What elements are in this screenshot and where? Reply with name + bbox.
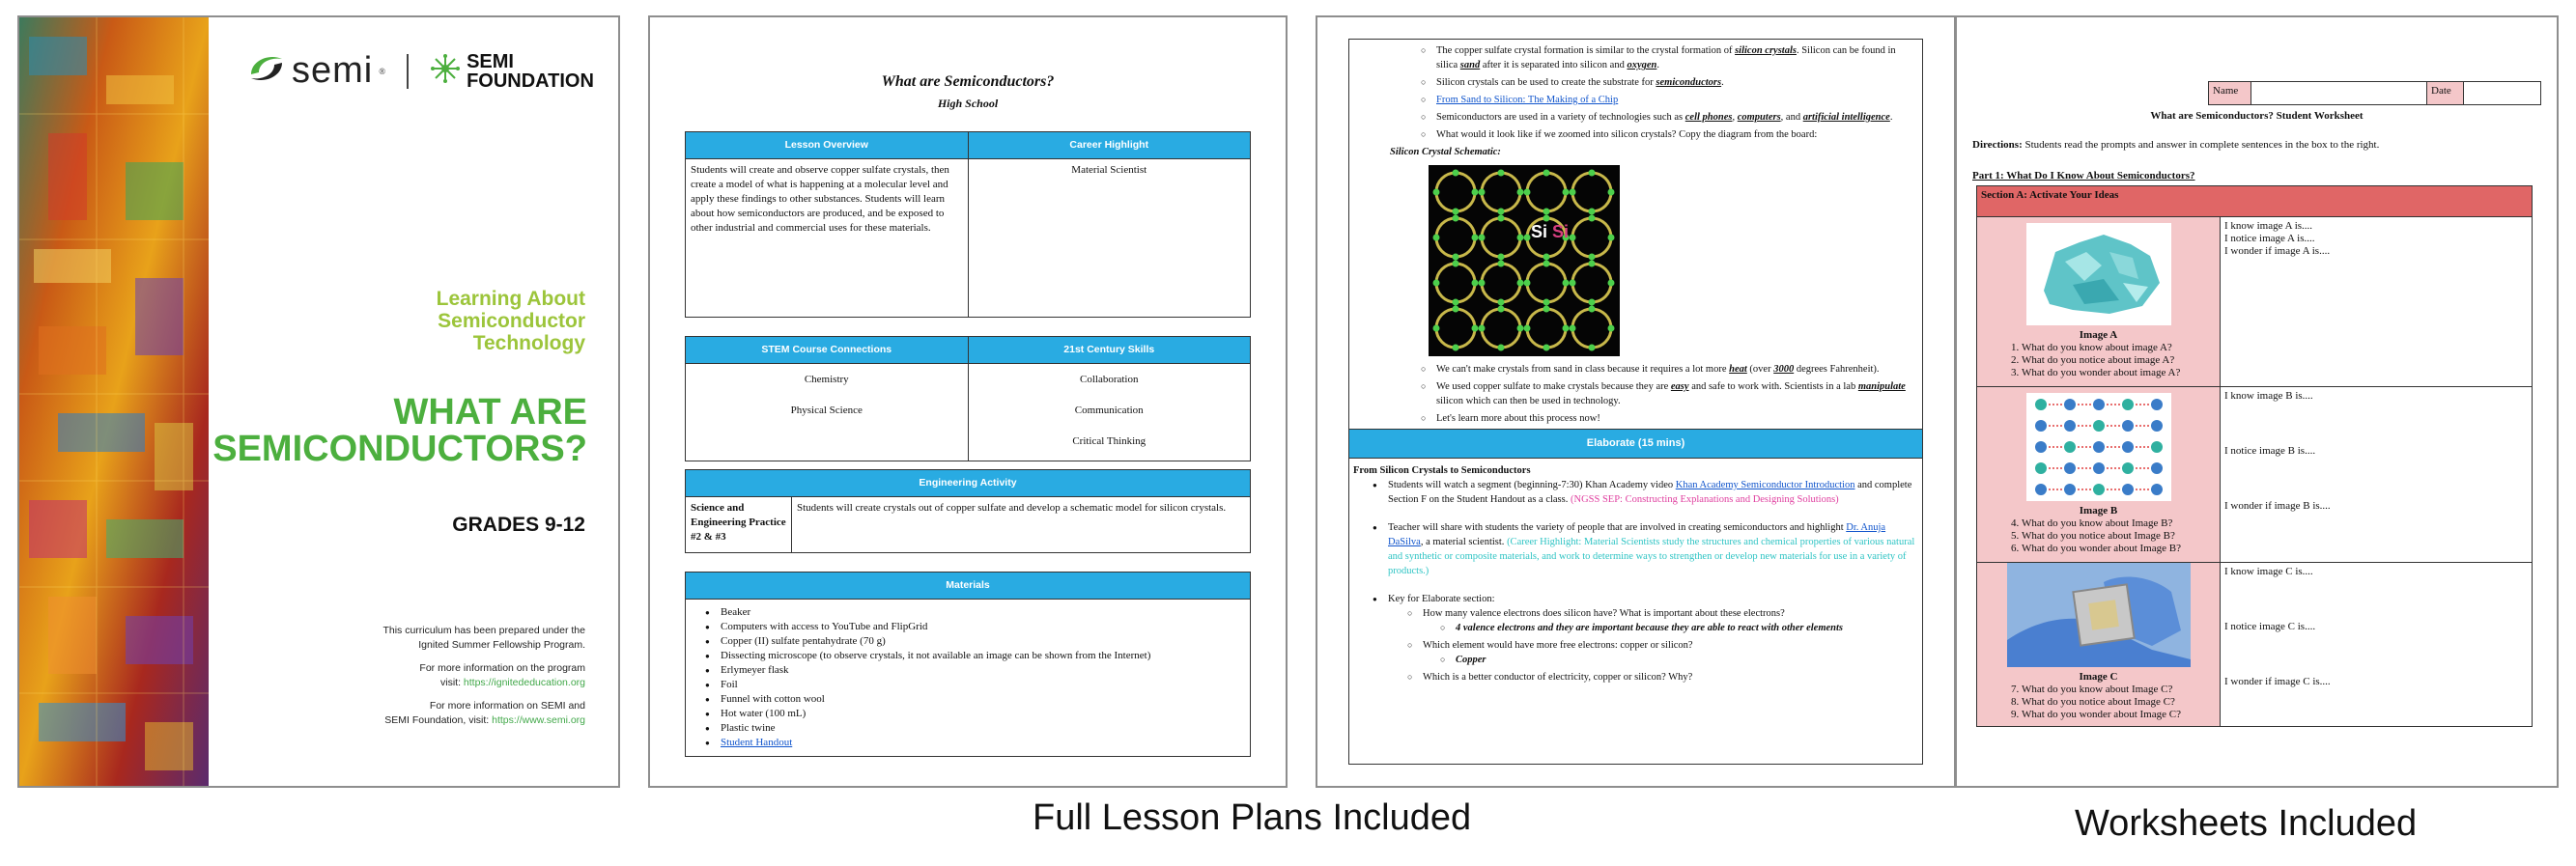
bullet-substrate: ○ Silicon crystals can be used to create the substrate for semiconductors.	[1421, 75, 1912, 90]
trademark-mark: ®	[379, 66, 386, 76]
atom-dot	[2035, 420, 2047, 432]
skills-header: 21st Century Skills	[968, 337, 1251, 364]
semi-logo	[247, 50, 385, 92]
lesson-plan-page	[648, 15, 1288, 788]
section-a-heading: Section A: Activate Your Ideas	[1977, 186, 2533, 217]
answer-prompt: I notice image B is....	[2224, 445, 2316, 457]
electron-dot	[1608, 325, 1615, 332]
section-a-table	[1976, 185, 2533, 727]
cover-title	[201, 394, 587, 467]
semi-info-line1: For more information on SEMI and	[429, 700, 585, 712]
electron-dot	[1589, 170, 1596, 177]
question-item: 5. What do you notice about Image B?	[2022, 530, 2216, 543]
anuja-dasilva-link[interactable]: Dr. Anuja DaSilva	[1388, 522, 1886, 547]
bullet-video-link	[1421, 93, 1912, 107]
lattice-ring	[1436, 264, 1475, 302]
title-line2: SEMICONDUCTORS?	[212, 429, 587, 469]
electron-dot	[1433, 189, 1440, 196]
bullet-learn-more: ○ Let's learn more about this process now!	[1421, 411, 1912, 426]
atom-dot	[2064, 484, 2076, 495]
material-item: ● Copper (II) sulfate pentahydrate (70 g)	[703, 634, 1240, 649]
electron-dot	[1589, 306, 1596, 313]
material-item: ● Foil	[703, 678, 1240, 692]
lesson-content-frame	[1348, 39, 1923, 765]
electron-dot	[1453, 306, 1459, 313]
atom-dot	[2064, 462, 2076, 474]
elaborate-video-step: ● Students will watch a segment (beginning-7:30) Khan Academy video Khan Academy Semiconductor Introduction and complete Section F on the Student Handout as a class. (NGSS SEP: Constructing Explanations and Designing Solutions)	[1371, 478, 1916, 507]
electron-dot	[1479, 280, 1486, 287]
lattice-ring	[1527, 264, 1566, 302]
electron-dot	[1563, 280, 1570, 287]
grade-range: GRADES 9-12	[452, 514, 585, 536]
career-header: Career Highlight	[968, 132, 1251, 159]
schematic-label: Silicon Crystal Schematic:	[1390, 147, 1501, 157]
electron-dot	[1453, 170, 1459, 177]
image-a-questions	[1981, 342, 2216, 379]
copper-sulfate-crystal-image	[2026, 223, 2171, 325]
date-field[interactable]	[2464, 82, 2541, 105]
material-item: ● Hot water (100 mL)	[703, 707, 1240, 721]
skill-item: Communication	[1074, 405, 1144, 416]
electron-dot	[1524, 325, 1531, 332]
program-info-visit: visit:	[439, 677, 464, 688]
atom-dot	[2093, 420, 2105, 432]
image-c-answers[interactable]	[2221, 563, 2533, 727]
electron-dot	[1543, 261, 1550, 267]
lattice-ring	[1436, 309, 1475, 348]
image-a-answers[interactable]	[2221, 217, 2533, 387]
worksheet-page	[1955, 15, 2559, 788]
answer-prompt: I notice image C is....	[2224, 621, 2316, 632]
skill-item: Collaboration	[1080, 374, 1139, 385]
atom-dot	[2151, 420, 2163, 432]
s-swoosh-icon	[247, 51, 286, 91]
electron-dot	[1453, 215, 1459, 222]
chip-die-image	[19, 17, 209, 786]
electron-dot	[1563, 189, 1570, 196]
materials-table	[685, 572, 1251, 757]
answer-prompt: I wonder if image B is....	[2224, 500, 2331, 512]
lattice-ring	[1527, 309, 1566, 348]
electron-dot	[1498, 209, 1505, 215]
question-item: 6. What do you wonder about Image B?	[2022, 543, 2216, 555]
skills-list	[968, 364, 1251, 461]
atom-dot	[2151, 462, 2163, 474]
material-item: ● Plastic twine	[703, 721, 1240, 736]
overview-text: Students will create and observe copper sulfate crystals, then create a model of what is happening at a molecular level and apply these findings to other substances. Students will learn about how semiconductors are produced, and be exposed to other industrial and commercial uses for these materials.	[686, 159, 969, 318]
lattice-ring	[1572, 218, 1611, 257]
atom-dot	[2151, 484, 2163, 495]
image-b-label: Image B	[2079, 505, 2118, 517]
bullet-heat: ○ We can't make crystals from sand in class because it requires a lot more heat (over 3000 degrees Fahrenheit).	[1421, 362, 1912, 377]
atom-dot	[2093, 399, 2105, 410]
electron-dot	[1589, 299, 1596, 306]
question-item: 3. What do you wonder about image A?	[2022, 367, 2216, 379]
foundation-line1: SEMI	[467, 50, 514, 72]
electron-dot	[1472, 189, 1479, 196]
atom-dot	[2122, 441, 2134, 453]
electron-dot	[1589, 215, 1596, 222]
question-item: 4. What do you know about Image B?	[2022, 517, 2216, 530]
electron-dot	[1608, 235, 1615, 241]
lesson-level: High School	[937, 97, 999, 110]
circuit-node-icon	[430, 53, 461, 89]
title-line1: WHAT ARE	[393, 392, 587, 433]
electron-dot	[1453, 254, 1459, 261]
career-text: Material Scientist	[968, 159, 1251, 318]
engineering-label: Science and Engineering Practice #2 & #3	[686, 497, 792, 553]
lattice-ring	[1482, 309, 1520, 348]
lattice-ring	[1572, 173, 1611, 211]
atom-dot	[2151, 399, 2163, 410]
si-label-secondary: Si	[1552, 222, 1570, 241]
electron-dot	[1524, 235, 1531, 241]
electron-dot	[1498, 306, 1505, 313]
image-b-answers[interactable]	[2221, 387, 2533, 563]
material-item: ● Erlymeyer flask	[703, 663, 1240, 678]
question-item: 2. What do you notice about image A?	[2022, 354, 2216, 367]
question-item: 8. What do you notice about Image C?	[2022, 696, 2216, 709]
atom-dot	[2035, 441, 2047, 453]
electron-dot	[1543, 345, 1550, 351]
material-item: ● Funnel with cotton wool	[703, 692, 1240, 707]
atom-dot	[2122, 484, 2134, 495]
electron-dot	[1570, 280, 1576, 287]
program-info-line1: For more information on the program	[419, 662, 585, 674]
skill-item: Critical Thinking	[1072, 435, 1146, 447]
lattice-ring	[1482, 173, 1520, 211]
lattice-ring	[1482, 264, 1520, 302]
caption-worksheets: Worksheets Included	[2075, 803, 2418, 844]
electron-dot	[1498, 261, 1505, 267]
electron-dot	[1517, 189, 1524, 196]
date-label: Date	[2427, 82, 2464, 105]
electron-dot	[1453, 299, 1459, 306]
electron-dot	[1589, 209, 1596, 215]
name-field[interactable]	[2251, 82, 2427, 105]
elaborate-section-title: From Silicon Crystals to Semiconductors	[1353, 465, 1531, 476]
atom-dot	[2122, 420, 2134, 432]
electron-dot	[1543, 215, 1550, 222]
image-b-cell	[1977, 387, 2221, 563]
electron-dot	[1608, 189, 1615, 196]
stem-skills-table	[685, 336, 1251, 461]
electron-dot	[1517, 280, 1524, 287]
semi-link[interactable]: https://www.semi.org	[492, 714, 585, 726]
electron-dot	[1498, 254, 1505, 261]
silicon-atom-grid-image	[2026, 393, 2171, 501]
electron-dot	[1570, 189, 1576, 196]
lesson-plan-page-2	[1316, 15, 1956, 788]
stem-header: STEM Course Connections	[686, 337, 969, 364]
stem-item: Physical Science	[790, 405, 863, 416]
atom-dot	[2151, 441, 2163, 453]
answer-prompt: I know image A is....	[2224, 220, 2313, 232]
electron-dot	[1498, 345, 1505, 351]
elaborate-key: ● Key for Elaborate section: ○ How many valence electrons does silicon have? What is important about these electrons? ○ 4 valence electrons and they are important because they are able to react with other elements ○ Which element would have more free electrons: copper or silicon? ○ Copper ○ Which is a better conductor of electricity, copper or silicon? Why?	[1371, 592, 1916, 684]
electron-dot	[1524, 280, 1531, 287]
sand-to-silicon-link[interactable]: From Sand to Silicon: The Making of a Chip	[1436, 95, 1619, 105]
atom-dot	[2064, 441, 2076, 453]
explain-bullets-2	[1349, 362, 1922, 426]
program-link[interactable]: https://ignitededucation.org	[463, 677, 585, 688]
student-handout-link[interactable]: Student Handout	[721, 737, 793, 748]
image-a-cell	[1977, 217, 2221, 387]
question-item: 9. What do you wonder about Image C?	[2022, 709, 2216, 721]
answer-prompt: I know image C is....	[2224, 566, 2313, 577]
part1-heading: Part 1: What Do I Know About Semiconductors?	[1972, 170, 2195, 182]
material-item	[703, 736, 1240, 750]
atom-dot	[2064, 420, 2076, 432]
lattice-ring	[1482, 218, 1520, 257]
material-item: ● Computers with access to YouTube and FlipGrid	[703, 620, 1240, 634]
atom-dot	[2093, 462, 2105, 474]
electron-dot	[1563, 325, 1570, 332]
lattice-ring	[1527, 173, 1566, 211]
worksheet-directions	[1972, 139, 2541, 151]
electron-dot	[1453, 345, 1459, 351]
electron-dot	[1472, 280, 1479, 287]
prepared-line2: Ignited Summer Fellowship Program.	[418, 639, 585, 651]
atom-dot	[2035, 462, 2047, 474]
stem-item: Chemistry	[804, 374, 849, 385]
cover-page	[17, 15, 620, 788]
semi-info-visit: SEMI Foundation, visit:	[384, 714, 493, 726]
electron-dot	[1517, 235, 1524, 241]
electron-dot	[1524, 189, 1531, 196]
cover-subtitle	[296, 288, 585, 354]
logo-row	[247, 50, 594, 92]
prepared-line1: This curriculum has been prepared under the	[382, 625, 585, 636]
question-item: 7. What do you know about Image C?	[2022, 684, 2216, 696]
answer-prompt: I wonder if image C is....	[2224, 676, 2331, 687]
foundation-logo-text	[467, 52, 594, 91]
electron-dot	[1543, 306, 1550, 313]
key-question: ○ Which is a better conductor of electricity, copper or silicon? Why?	[1407, 670, 1916, 684]
directions-label: Directions:	[1972, 139, 2023, 151]
atom-dot	[2035, 399, 2047, 410]
lattice-ring	[1436, 173, 1475, 211]
lesson-title: What are Semiconductors?	[881, 73, 1055, 90]
lattice-ring	[1572, 309, 1611, 348]
image-c-label: Image C	[2079, 671, 2118, 683]
directions-text: Students read the prompts and answer in complete sentences in the box to the right.	[2022, 139, 2380, 151]
electron-dot	[1589, 261, 1596, 267]
silicon-crystal-schematic	[1429, 165, 1620, 356]
electron-dot	[1479, 325, 1486, 332]
elaborate-career-step: ● Teacher will share with students the variety of people that are involved in creating semiconductors and highlight Dr. Anuja DaSilva, a material scientist. (Career Highlight: Material Scientists study the structures and chemical properties of various natural and synthetic or composite materials, and work to determine ways to strengthen or develop new materials for use in a variety of products.)	[1371, 520, 1916, 578]
cover-info	[296, 624, 585, 737]
answer-prompt: I notice image A is....	[2224, 233, 2315, 244]
engineering-text: Students will create crystals out of copper sulfate and develop a schematic model for silicon crystals.	[792, 497, 1251, 553]
atom-dot	[2064, 399, 2076, 410]
khan-academy-link[interactable]: Khan Academy Semiconductor Introduction	[1675, 480, 1855, 490]
electron-dot	[1453, 261, 1459, 267]
foundation-line2: FOUNDATION	[467, 70, 594, 92]
si-label: Si	[1531, 222, 1548, 241]
key-question: ○ Which element would have more free electrons: copper or silicon? ○ Copper	[1407, 638, 1916, 667]
atom-dot	[2122, 399, 2134, 410]
bullet-copper-sulfate: ○ We used copper sulfate to make crystals because they are easy and safe to work with. Scientists in a lab manipulate silicon which can then be used in technology.	[1421, 379, 1912, 408]
electron-dot	[1570, 235, 1576, 241]
electron-dot	[1608, 280, 1615, 287]
electron-dot	[1589, 345, 1596, 351]
semi-logo-text: semi	[292, 50, 374, 91]
electron-dot	[1472, 325, 1479, 332]
chip-in-gloved-hand-image	[2007, 563, 2191, 667]
electron-dot	[1570, 325, 1576, 332]
materials-cell	[686, 600, 1251, 757]
worksheet-title: What are Semiconductors? Student Worksheet	[2150, 110, 2364, 122]
question-item: 1. What do you know about image A?	[2022, 342, 2216, 354]
material-item: ● Beaker	[703, 605, 1240, 620]
name-date-row	[2208, 81, 2541, 105]
electron-dot	[1498, 299, 1505, 306]
electron-dot	[1479, 189, 1486, 196]
semi-foundation-logo	[430, 52, 594, 91]
overview-table	[685, 131, 1251, 318]
electron-dot	[1589, 254, 1596, 261]
explain-bullets	[1349, 40, 1922, 142]
electron-dot	[1517, 325, 1524, 332]
atom-dot	[2035, 484, 2047, 495]
elaborate-header: Elaborate (15 mins)	[1349, 429, 1922, 459]
materials-list	[703, 605, 1240, 750]
electron-dot	[1433, 280, 1440, 287]
electron-dot	[1543, 254, 1550, 261]
bullet-zoom-question: ○ What would it look like if we zoomed into silicon crystals? Copy the diagram from the board:	[1421, 127, 1912, 142]
stem-list	[686, 364, 969, 461]
electron-dot	[1543, 299, 1550, 306]
overview-header: Lesson Overview	[686, 132, 969, 159]
engineering-header: Engineering Activity	[686, 470, 1251, 497]
image-c-cell	[1977, 563, 2221, 727]
subtitle-line3: Technology	[472, 332, 585, 354]
image-a-label: Image A	[2079, 329, 2118, 341]
key-answer: ○ Copper	[1440, 653, 1916, 667]
answer-prompt: I know image B is....	[2224, 390, 2313, 402]
electron-dot	[1543, 209, 1550, 215]
image-b-questions	[1981, 517, 2216, 555]
bullet-technologies: ○ Semiconductors are used in a variety of technologies such as cell phones, computers, and artificial intelligence.	[1421, 110, 1912, 125]
caption-lesson-plans: Full Lesson Plans Included	[1033, 797, 1472, 838]
electron-dot	[1453, 209, 1459, 215]
image-c-questions	[1981, 684, 2216, 721]
electron-dot	[1433, 235, 1440, 241]
engineering-table	[685, 469, 1251, 553]
electron-dot	[1472, 235, 1479, 241]
material-item: ● Dissecting microscope (to observe crystals, it not available an image can be shown from the Internet)	[703, 649, 1240, 663]
logo-divider	[407, 54, 409, 89]
electron-dot	[1498, 215, 1505, 222]
electron-dot	[1479, 235, 1486, 241]
answer-prompt: I wonder if image A is....	[2224, 245, 2331, 257]
elaborate-section	[1349, 459, 1922, 684]
atom-dot	[2093, 484, 2105, 495]
materials-header: Materials	[686, 573, 1251, 600]
atom-dot	[2122, 462, 2134, 474]
electron-dot	[1543, 170, 1550, 177]
electron-dot	[1498, 170, 1505, 177]
lattice-ring	[1572, 264, 1611, 302]
bullet-crystal-formation: ○ The copper sulfate crystal formation is similar to the crystal formation of silicon crystals. Silicon can be found in silica sand after it is separated into silicon and oxygen.	[1421, 43, 1912, 72]
lattice-ring	[1436, 218, 1475, 257]
key-question: ○ How many valence electrons does silicon have? What is important about these electrons? ○ 4 valence electrons and they are important because they are able to react with other elements	[1407, 606, 1916, 635]
silicon-lattice-diagram	[1429, 165, 1620, 356]
name-label: Name	[2209, 82, 2251, 105]
electron-dot	[1433, 325, 1440, 332]
subtitle-line2: Semiconductor	[438, 310, 585, 332]
key-answer: ○ 4 valence electrons and they are important because they are able to react with other elements	[1440, 621, 1916, 635]
subtitle-line1: Learning About	[436, 288, 585, 310]
atom-dot	[2093, 441, 2105, 453]
